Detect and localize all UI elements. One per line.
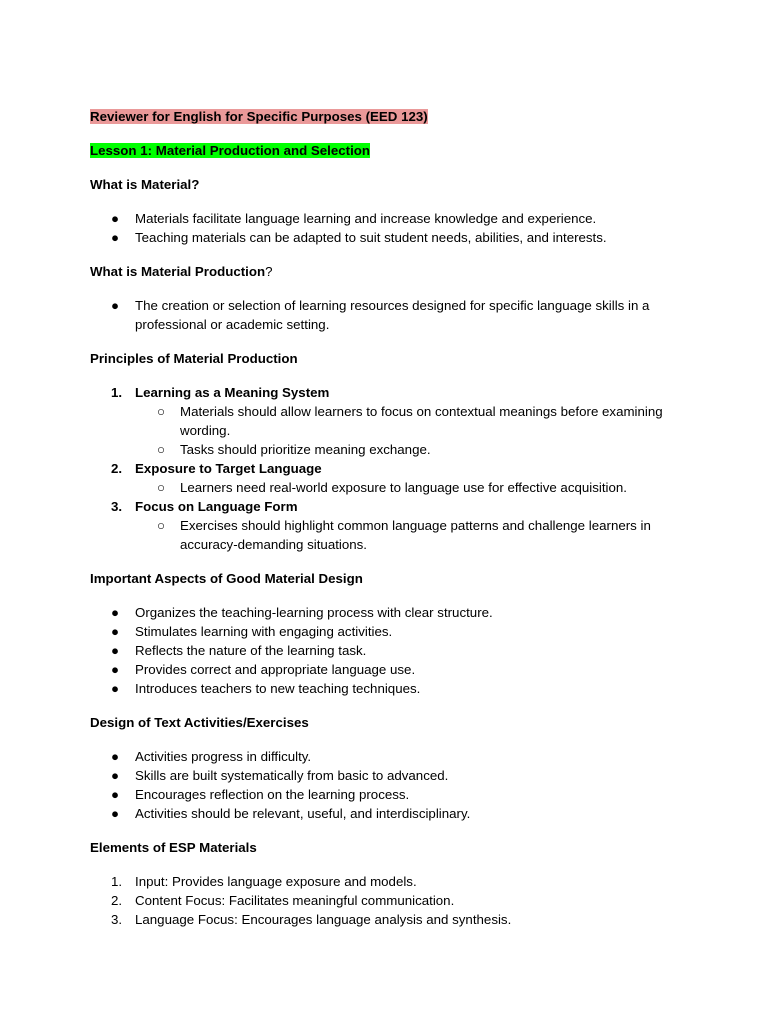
number-marker: 1. — [111, 385, 123, 400]
lesson-title: Lesson 1: Material Production and Selection — [90, 143, 371, 158]
bullet-marker: ● — [111, 768, 120, 783]
document-title-line — [90, 107, 690, 126]
bullet-marker: ● — [111, 787, 120, 802]
list-item: 2. Content Focus: Facilitates meaningful communication. — [111, 893, 455, 908]
sub-bullet-marker: ○ — [157, 442, 166, 457]
number-marker: 3. — [111, 912, 123, 927]
material-production-list — [90, 296, 690, 334]
sub-bullet-marker: ○ — [157, 480, 166, 495]
aspects-list — [90, 603, 690, 698]
number-marker: 2. — [111, 461, 123, 476]
list-item: ● Reflects the nature of the learning task. — [111, 643, 367, 658]
list-item: ● Teaching materials can be adapted to suit student needs, abilities, and interests. — [111, 230, 607, 245]
sub-bullet-marker: ○ — [157, 404, 166, 419]
bullet-marker: ● — [111, 624, 120, 639]
sub-list — [135, 516, 690, 554]
sub-list — [135, 402, 690, 459]
bullet-marker: ● — [111, 605, 120, 620]
list-item: ● Organizes the teaching-learning process with clear structure. — [111, 605, 493, 620]
list-item: 3. Focus on Language Form ○ Exercises should highlight common language patterns and challenge learners in accuracy-demanding situations. — [90, 497, 690, 554]
list-item: 3. Language Focus: Encourages language analysis and synthesis. — [111, 912, 512, 927]
list-item: ● Stimulates learning with engaging activities. — [111, 624, 393, 639]
number-marker: 3. — [111, 499, 123, 514]
principles-list — [90, 383, 690, 554]
sub-list — [135, 478, 690, 497]
heading-design: Design of Text Activities/Exercises — [90, 715, 309, 730]
list-item: ● Activities progress in difficulty. — [111, 749, 312, 764]
document-body — [90, 107, 690, 929]
bullet-marker: ● — [111, 298, 120, 313]
sub-bullet-marker: ○ — [157, 518, 166, 533]
sub-list-item: ○ Materials should allow learners to focus on contextual meanings before examining wording. — [157, 404, 663, 438]
bullet-marker: ● — [111, 230, 120, 245]
list-item: ● Activities should be relevant, useful, and interdisciplinary. — [111, 806, 471, 821]
bullet-marker: ● — [111, 681, 120, 696]
bullet-marker: ● — [111, 749, 120, 764]
design-list — [90, 747, 690, 823]
list-item: ● Skills are built systematically from basic to advanced. — [111, 768, 449, 783]
document-title: Reviewer for English for Specific Purposes (EED 123) — [90, 109, 428, 124]
heading-aspects: Important Aspects of Good Material Design — [90, 571, 363, 586]
list-item: ● Materials facilitate language learning and increase knowledge and experience. — [111, 211, 597, 226]
heading-principles: Principles of Material Production — [90, 351, 298, 366]
bullet-marker: ● — [111, 211, 120, 226]
bullet-marker: ● — [111, 662, 120, 677]
lesson-title-line — [90, 141, 690, 160]
sub-list-item: ○ Tasks should prioritize meaning exchange. — [157, 442, 431, 457]
sub-list-item: ○ Exercises should highlight common language patterns and challenge learners in accuracy-demanding situations. — [157, 518, 651, 552]
list-item: ● Introduces teachers to new teaching techniques. — [111, 681, 421, 696]
heading-elements: Elements of ESP Materials — [90, 840, 257, 855]
list-item: 1. Input: Provides language exposure and models. — [111, 874, 417, 889]
list-item: 1. Learning as a Meaning System ○ Materials should allow learners to focus on contextual meanings before examining wording. ○ Tasks should prioritize meaning exchange. — [90, 383, 690, 459]
number-marker: 1. — [111, 874, 123, 889]
sub-list-item: ○ Learners need real-world exposure to language use for effective acquisition. — [157, 480, 627, 495]
list-item: ● Provides correct and appropriate language use. — [111, 662, 416, 677]
elements-list — [90, 872, 690, 929]
material-list — [90, 209, 690, 247]
bullet-marker: ● — [111, 806, 120, 821]
heading-what-is-material: What is Material? — [90, 177, 200, 192]
list-item: ● The creation or selection of learning resources designed for specific language skills in a professional or academic setting. — [111, 298, 650, 332]
heading-material-production: What is Material Production? — [90, 264, 273, 279]
list-item: 2. Exposure to Target Language ○ Learners need real-world exposure to language use for effective acquisition. — [90, 459, 690, 497]
bullet-marker: ● — [111, 643, 120, 658]
number-marker: 2. — [111, 893, 123, 908]
list-item: ● Encourages reflection on the learning process. — [111, 787, 410, 802]
